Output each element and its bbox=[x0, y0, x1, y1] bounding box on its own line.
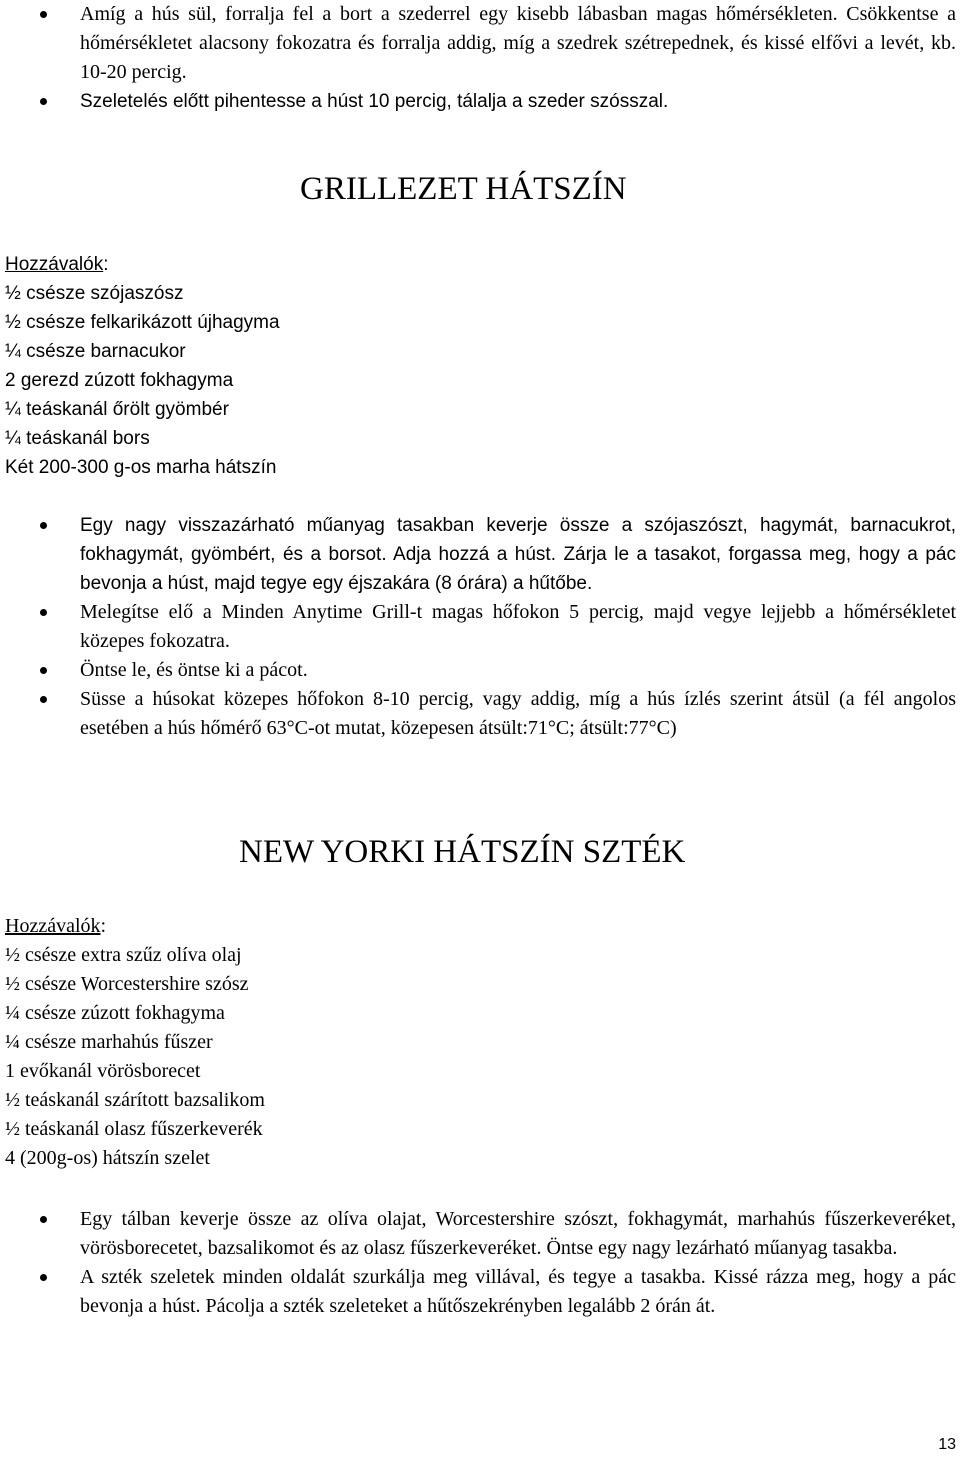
step-text: Egy tálban keverje össze az olíva olajat, Worcestershire szószt, fokhagymát, marhahús fűszerkeveréket, vörösborecetet, bazsalikomot és az olasz fűszerkeveréket. Öntse egy nagy lezárható műanyag tasakba. bbox=[80, 1208, 956, 1259]
page-number: 13 bbox=[938, 1436, 956, 1453]
recipe-title: NEW YORKI HÁTSZÍN SZTÉK bbox=[239, 834, 686, 870]
step-text: A szték szeletek minden oldalát szurkálja meg villával, és tegye a tasakba. Kissé rázza meg, hogy a pác bevonja a húst. Pácolja a szték szeleteket a hűtőszekrényben legalább 2 órán át. bbox=[80, 1266, 956, 1317]
step-text: Egy nagy visszazárható műanyag tasakban keverje össze a szójaszószt, hagymát, barnacukrot, fokhagymát, gyömbért, és a borsot. Adja hozzá a húst. Zárja le a tasakot, forgassa meg, hogy a pác bevonja a húst, majd tegye egy éjszakára (8 órára) a hűtőbe. bbox=[80, 515, 956, 594]
ingredient-item: ¼ teáskanál bors bbox=[5, 428, 150, 449]
ingredient-item: 4 (200g-os) hátszín szelet bbox=[5, 1147, 210, 1169]
list-item bbox=[0, 1263, 960, 1321]
ingredient-item: ¼ csésze marhahús fűszer bbox=[5, 1031, 213, 1053]
ingredient-item: ½ csésze szójaszósz bbox=[5, 283, 184, 304]
ingredient-item: 2 gerezd zúzott fokhagyma bbox=[5, 370, 234, 391]
ingredients-colon: : bbox=[103, 254, 109, 275]
ingredients-heading bbox=[5, 250, 280, 279]
ingredient-item: ¼ csésze zúzott fokhagyma bbox=[5, 1002, 225, 1024]
ingredient-item: ½ csésze extra szűz olíva olaj bbox=[5, 944, 242, 966]
list-item bbox=[0, 1205, 960, 1263]
intro-step-list bbox=[0, 0, 960, 116]
ingredient-item: ½ csésze felkarikázott újhagyma bbox=[5, 312, 280, 333]
list-item bbox=[0, 87, 960, 116]
bullet-icon bbox=[40, 609, 47, 616]
ingredient-list bbox=[5, 912, 265, 1173]
step-text: Öntse le, és öntse ki a pácot. bbox=[80, 659, 308, 681]
bullet-icon bbox=[40, 11, 47, 18]
list-item bbox=[0, 598, 960, 656]
ingredient-item: ½ csésze Worcestershire szósz bbox=[5, 973, 249, 995]
step-text: Amíg a hús sül, forralja fel a bort a szederrel egy kisebb lábasban magas hőmérsékleten. Csökkentse a hőmérsékletet alacsony fokozatra és forralja addig, míg a szedrek szétrepednek, és kissé elfővi a levét, kb. 10-20 percig. bbox=[80, 3, 956, 83]
step-text: Süsse a húsokat közepes hőfokon 8-10 percig, vagy addig, míg a hús ízlés szerint átsül (a fél angolos esetében a hús hőmérő 63°C-ot mutat, közepesen átsült:71°C; átsült:77°C) bbox=[80, 688, 956, 739]
ingredients-label: Hozzávalók bbox=[5, 915, 101, 937]
bullet-icon bbox=[40, 98, 47, 105]
recipe-step-list bbox=[0, 511, 960, 743]
bullet-icon bbox=[40, 696, 47, 703]
ingredient-list bbox=[5, 250, 280, 482]
list-item bbox=[0, 0, 960, 87]
step-text: Melegítse elő a Minden Anytime Grill-t magas hőfokon 5 percig, majd vegye lejjebb a hőmérsékletet közepes fokozatra. bbox=[80, 601, 956, 652]
bullet-icon bbox=[40, 522, 47, 529]
ingredient-item: 1 evőkanál vörösborecet bbox=[5, 1060, 201, 1082]
bullet-icon bbox=[40, 1274, 47, 1281]
ingredient-item: ¼ teáskanál őrölt gyömbér bbox=[5, 399, 229, 420]
ingredient-item: ½ teáskanál olasz fűszerkeverék bbox=[5, 1118, 263, 1140]
ingredients-colon: : bbox=[100, 915, 107, 937]
bullet-icon bbox=[40, 1216, 47, 1223]
recipe-title: GRILLEZET HÁTSZÍN bbox=[300, 171, 627, 207]
ingredient-item: Két 200-300 g-os marha hátszín bbox=[5, 457, 277, 478]
list-item bbox=[0, 656, 960, 685]
step-text: Szeletelés előtt pihentesse a húst 10 percig, tálalja a szeder szósszal. bbox=[80, 91, 669, 112]
list-item bbox=[0, 511, 960, 598]
ingredients-heading bbox=[5, 912, 265, 941]
list-item bbox=[0, 685, 960, 743]
bullet-icon bbox=[40, 667, 47, 674]
ingredients-label: Hozzávalók bbox=[5, 254, 104, 275]
ingredient-item: ½ teáskanál szárított bazsalikom bbox=[5, 1089, 265, 1111]
recipe-step-list bbox=[0, 1205, 960, 1321]
ingredient-item: ¼ csésze barnacukor bbox=[5, 341, 186, 362]
